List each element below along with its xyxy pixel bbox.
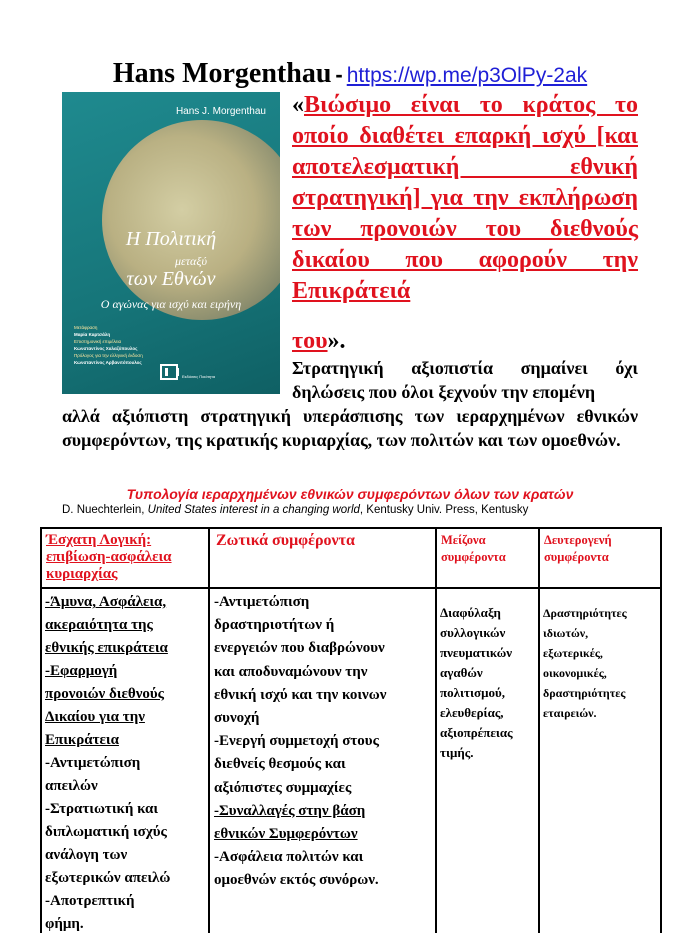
cell-line: αγαθών <box>440 665 483 680</box>
header-line: Έσχατη Λογική: <box>46 532 152 548</box>
book-cover-title-line3: των Εθνών <box>126 268 216 290</box>
book-cover-author: Hans J. Morgenthau <box>175 106 266 117</box>
header-ultimate-logic <box>41 528 209 588</box>
cell-line: -Ενεργή συμμετοχή στους <box>214 733 379 750</box>
credit-line: Κωνσταντίνος Χαλαζόπουλος <box>74 346 138 351</box>
typology-heading: Τυπολογία ιεραρχημένων εθνικών συμφερόντων όλων των κρατών <box>126 486 574 502</box>
cell-line: -Συναλλαγές στην βάση <box>214 802 366 819</box>
cell-line: -Άμυνα, Ασφάλεια, <box>45 594 167 610</box>
cell-line: ιδιωτών, <box>543 626 589 640</box>
strategic-credibility-paragraph: Στρατηγική αξιοπιστία σημαίνει όχι δηλώσεις που όλοι ξεχνούν την επομένη <box>292 358 638 402</box>
cell-line: Διαφύλαξη <box>440 605 501 620</box>
cell-line: εξωτερικών απειλώ <box>45 870 171 886</box>
cell-line: διπλωματική ισχύς <box>45 824 167 840</box>
cell-ultimate-logic <box>41 588 209 933</box>
book-cover-title-line1: Η Πολιτική <box>125 228 217 250</box>
cell-line: φήμη. <box>45 916 84 932</box>
cell-line: πνευματικών <box>440 645 513 660</box>
table-header-row <box>41 528 661 588</box>
header-secondary-interests <box>539 528 661 588</box>
quote-block <box>292 90 638 307</box>
source-author: D. Nuechterlein, <box>62 504 148 516</box>
cell-line: Δραστηριότητες <box>543 606 627 620</box>
cell-line: εθνική ισχύ και την κοινων <box>214 686 387 703</box>
strategic-defense-paragraph: αλλά αξιόπιστη στρατηγική υπεράσπισης των ιεραρχημένων εθνικών συμφερόντων, της κρατικής κυριαρχίας, των πολιτών και των ομοεθνών. <box>62 406 638 450</box>
header-line: Ζωτικά συμφέροντα <box>216 532 355 549</box>
header-major-interests <box>436 528 539 588</box>
header-line: επιβίωση-ασφάλεια <box>46 549 172 565</box>
credit-line: Επιστημονική επιμέλεια <box>74 339 122 344</box>
book-cover-image <box>62 92 280 394</box>
cell-line: πολιτισμού, <box>440 685 505 700</box>
source-citation <box>62 504 662 516</box>
cell-line: δραστηριότητες <box>543 686 626 700</box>
cell-line: εθνικών Συμφερόντων <box>214 826 358 843</box>
cell-line: τιμής. <box>440 745 474 760</box>
cell-vital-interests <box>209 588 436 933</box>
cell-line: -Αντιμετώπιση <box>214 594 310 610</box>
title-separator: - <box>335 62 343 87</box>
credit-line: Πρόλογος για την ελληνική έκδοση <box>74 353 143 358</box>
quote-last-word: του <box>292 328 328 354</box>
quote-text: Βιώσιμο είναι το κράτος το οποίο διαθέτει επαρκή ισχύ [και αποτελεσματική εθνική στρατηγική] για την εκπλήρωση των προνοιών του διεθνούς δικαίου που αφορούν την Επικράτειά <box>292 92 638 304</box>
cell-line: συλλογικών <box>440 625 506 640</box>
cell-line: -Εφαρμογή <box>45 663 118 679</box>
book-cover-credits <box>74 324 264 366</box>
header-line: Μείζονα <box>441 533 486 547</box>
page-title-row <box>0 58 700 90</box>
cell-line: -Αποτρεπτική <box>45 893 135 909</box>
cell-line: απειλών <box>45 778 98 794</box>
book-cover-title-line2: μεταξύ <box>175 254 207 268</box>
publisher-logo-icon <box>160 364 178 380</box>
cell-line: ομοεθνών εκτός συνόρων. <box>214 872 379 889</box>
cell-line: οικονομικές, <box>543 666 607 680</box>
source-link[interactable]: https://wp.me/p3OlPy-2ak <box>346 64 588 87</box>
quote-close-mark: ». <box>327 328 346 354</box>
cell-line: αξιόπιστες συμμαχίες <box>214 779 352 796</box>
cell-line: Επικράτεια <box>45 732 119 748</box>
credit-line: Μετάφραση <box>74 325 98 330</box>
cell-line: -Στρατιωτική και <box>45 801 159 817</box>
book-cover-subtitle: Ο αγώνας για ισχύ και ειρήνη <box>100 297 242 311</box>
table-body-row <box>41 588 661 933</box>
header-line: συμφέροντα <box>441 550 506 564</box>
cell-line: Δικαίου για την <box>45 709 145 725</box>
cell-line: ενεργειών που διαβρώνουν <box>214 640 385 657</box>
cell-line: δραστηριοτήτων ή <box>214 617 335 634</box>
interests-table <box>40 527 662 933</box>
credit-line: Μαρία Καρτσάλη <box>74 332 111 337</box>
header-line: Δευτερογενή <box>544 533 612 547</box>
cell-line: ελευθερίας, <box>440 705 504 720</box>
cell-line: συνοχή <box>214 710 260 727</box>
cell-line: -Αντιμετώπιση <box>45 755 141 771</box>
cell-line: ακεραιότητα της <box>45 617 153 633</box>
cell-line: ανάλογη των <box>45 847 128 863</box>
header-line: συμφέροντα <box>544 550 609 564</box>
cell-major-interests <box>436 588 539 933</box>
header-line: κυριαρχίας <box>46 566 118 582</box>
author-name: Hans Morgenthau <box>112 58 332 89</box>
cell-line: -Ασφάλεια πολιτών και <box>214 849 364 866</box>
source-title: United States interest in a changing world <box>147 504 360 516</box>
source-publisher: , Kentusky Univ. Press, Kentusky <box>359 504 529 516</box>
cell-line: προνοιών διεθνούς <box>45 686 165 702</box>
header-vital-interests <box>209 528 436 588</box>
quote-open-mark: « <box>292 92 304 118</box>
cell-line: και αποδυναμώνουν την <box>214 663 368 680</box>
quote-ending <box>292 326 346 357</box>
cell-line: αξιοπρέπειας <box>440 725 513 740</box>
cell-line: διεθνείς θεσμούς και <box>214 756 346 773</box>
cell-secondary-interests <box>539 588 661 933</box>
credit-line: Κωνσταντίνος Αρβανιτόπουλος <box>74 360 142 365</box>
book-cover-publisher: Εκδόσεις Ποιότητα <box>182 374 216 379</box>
cell-line: εταιρειών. <box>543 706 597 720</box>
cell-line: εθνικής επικράτεια <box>45 640 168 656</box>
cell-line: εξωτερικές, <box>543 646 603 660</box>
